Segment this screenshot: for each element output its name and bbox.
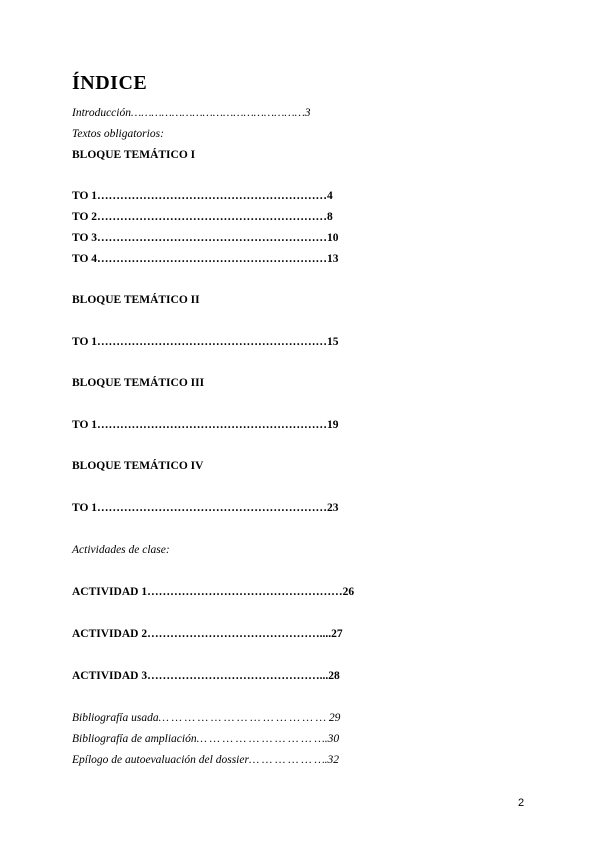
toc-entry-b2-to1: TO 1……………………………………………………15 bbox=[72, 336, 339, 348]
toc-entry-b1-to4: TO 4……………………………………………………13 bbox=[72, 253, 339, 265]
toc-label-textos-obligatorios: Textos obligatorios: bbox=[72, 128, 164, 140]
toc-heading-bloque-1: BLOQUE TEMÁTICO I bbox=[72, 149, 196, 161]
toc-heading-bloque-4: BLOQUE TEMÁTICO IV bbox=[72, 460, 204, 472]
toc-heading-bloque-2: BLOQUE TEMÁTICO II bbox=[72, 294, 200, 306]
toc-entry-b4-to1: TO 1……………………………………………………23 bbox=[72, 502, 339, 514]
toc-entry-introduccion: Introducción……………………………………………3 bbox=[72, 107, 311, 119]
toc-entry-b3-to1: TO 1……………………………………………………19 bbox=[72, 419, 339, 431]
toc-entry-bibliografia-usada: Bibliografía usada… … … … … … … … … … … … … 29 bbox=[72, 712, 341, 724]
page-number: 2 bbox=[518, 797, 525, 809]
toc-label-actividades: Actividades de clase: bbox=[72, 544, 170, 556]
toc-entry-actividad-3: ACTIVIDAD 3………………………………………...28 bbox=[72, 670, 340, 682]
toc-entry-b1-to3: TO 3……………………………………………………10 bbox=[72, 232, 339, 244]
index-title: ÍNDICE bbox=[72, 72, 148, 94]
toc-entry-b1-to1: TO 1……………………………………………………4 bbox=[72, 190, 333, 202]
toc-entry-b1-to2: TO 2……………………………………………………8 bbox=[72, 211, 333, 223]
toc-entry-actividad-1: ACTIVIDAD 1……………………………………………26 bbox=[72, 586, 355, 598]
toc-heading-bloque-3: BLOQUE TEMÁTICO III bbox=[72, 377, 205, 389]
toc-entry-actividad-2: ACTIVIDAD 2………………………………………....27 bbox=[72, 628, 343, 640]
toc-entry-bibliografia-ampliacion: Bibliografía de ampliación… … … … … … … … … ….30 bbox=[72, 733, 340, 745]
toc-entry-epilogo: Epílogo de autoevaluación del dossier… … … … … ….32 bbox=[72, 754, 340, 766]
